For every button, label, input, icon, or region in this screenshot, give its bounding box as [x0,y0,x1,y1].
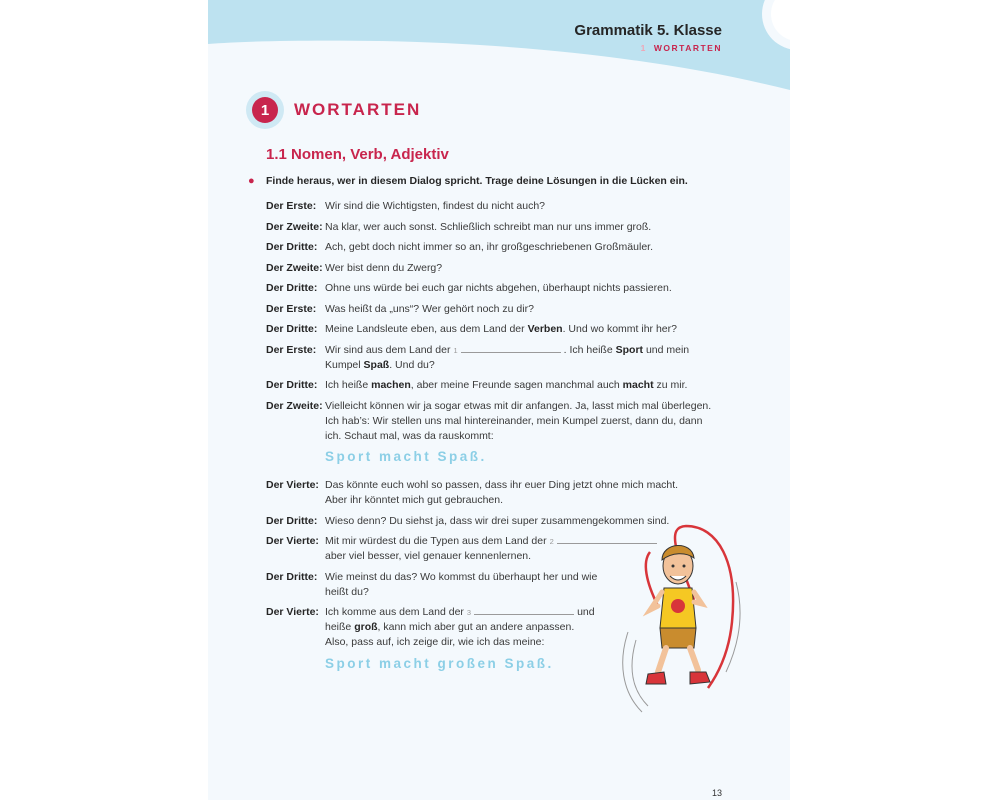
section-title: 1.1 Nomen, Verb, Adjektiv [266,146,449,163]
speaker: Der Vierte: [266,606,319,618]
speaker: Der Zweite: [266,220,323,233]
dialog-line [266,322,736,337]
text-part: Aber ihr könntet mich gut gebrauchen. [325,494,504,506]
text-part: Ich komme aus dem Land der [325,606,464,618]
dialog-line [266,302,736,317]
text-part: und [577,606,595,618]
text-part: Wie meinst du das? Wo kommst du überhaupt her und wie [325,570,598,583]
header-subtitle [641,43,722,53]
dialog-line [266,343,736,373]
dialog-text: Na klar, wer auch sonst. Schließlich schreibt man nur uns immer groß. [325,220,652,233]
speaker: Der Erste: [266,343,317,356]
header-subtitle-number: 1 [640,43,647,53]
speaker: Der Dritte: [266,282,318,294]
bold-word: macht [622,379,654,391]
text-part: , kann mich aber gut an andere anpassen. [377,621,575,633]
bullet-icon: ● [248,175,255,187]
speaker: Der Vierte: [266,535,319,547]
chapter-badge [246,91,284,129]
bold-word: groß [354,621,378,633]
textbook-page [208,0,790,800]
text-part: Ich heiße [325,379,372,391]
jump-rope-boy-illustration [606,522,742,722]
dialog-text [325,322,736,337]
text-part: . Und du? [389,358,435,371]
text-part: Also, pass auf, ich zeige dir, wie ich das meine: [325,636,545,648]
task-text: Finde heraus, wer in diesem Dialog spricht. Trage deine Lösungen in die Lücken ein. [266,175,688,187]
dialog-text: Wir sind die Wichtigsten, findest du nicht auch? [325,200,546,212]
bold-word: Sport [615,343,644,356]
dialog-text [325,399,736,444]
solution-sentence: Sport macht großen Spaß. [325,655,554,671]
bold-word: Spaß [363,358,390,371]
text-part: Wir sind aus dem Land der [325,343,451,356]
dialog-line [266,281,736,296]
speaker: Der Dritte: [266,570,318,583]
solution-sentence: Sport macht Spaß. [325,449,487,464]
header-subtitle-label: WORTARTEN [653,43,722,53]
text-part: und mein [643,343,690,356]
text-part: aber viel besser, viel genauer kennenlernen. [325,550,532,562]
speaker: Der Dritte: [266,323,318,335]
text-part: Vielleicht können wir ja sogar etwas mit dir anfangen. Ja, lasst mich mal überlegen. [325,399,712,412]
dialog-line [266,478,736,508]
dialog-text: Ach, gebt doch nicht immer so an, ihr großgeschriebenen Großmäuler. [325,241,653,253]
dialog-line [266,261,736,276]
answer-blank[interactable] [461,343,561,353]
text-part: . Und wo kommt ihr her? [562,323,677,335]
dialog-line [266,399,736,444]
task-instruction [248,175,688,187]
dialog-text: Was heißt da „uns“? Wer gehört noch zu dir? [325,302,534,315]
speaker: Der Zweite: [266,399,323,412]
text-part: . Ich heiße [563,343,616,356]
text-part: Das könnte euch wohl so passen, dass ihr euer Ding jetzt ohne mich macht. [325,479,679,491]
speaker: Der Zweite: [266,261,323,274]
page-number: 13 [712,788,723,798]
dialog-line [266,240,736,255]
speaker: Der Dritte: [266,514,318,527]
blank-number: 3 [466,608,472,617]
speaker: Der Erste: [266,200,317,212]
chapter-title: WORTARTEN [294,100,422,119]
text-part: Mit mir würdest du die Typen aus dem Land der [325,535,547,547]
text-part: zu mir. [653,379,688,391]
dialog-line [266,220,736,235]
dialog-text [325,343,736,373]
speaker: Der Dritte: [266,379,318,391]
answer-blank[interactable] [474,605,574,615]
text-part: Ich hab’s: Wir stellen uns mal hintereinander, mein Kumpel zuerst, dann du, dann [325,414,703,427]
speaker: Der Dritte: [266,241,318,253]
bold-word: machen [371,379,411,391]
header-title: Grammatik 5. Klasse [574,22,722,39]
speaker: Der Erste: [266,302,317,315]
dialog-line [266,378,736,393]
text-part: Kumpel [325,358,364,371]
blank-number: 1 [453,345,458,355]
dialog-text: Wer bist denn du Zwerg? [325,261,443,274]
chapter-number: 1 [252,97,278,123]
text-part: heißt du? [325,585,369,598]
text-part: ich. Schaut mal, was da rauskommt: [325,429,494,442]
speaker: Der Vierte: [266,479,319,491]
text-part: Meine Landsleute eben, aus dem Land der [325,323,528,335]
dialog-text [325,378,736,393]
dialog-text: Ohne uns würde bei euch gar nichts abgehen, überhaupt nichts passieren. [325,282,672,294]
dialog-text: Wieso denn? Du siehst ja, dass wir drei super zusammengekommen sind. [325,514,670,527]
chapter-heading [246,91,421,129]
dialog-text [325,478,736,508]
text-part: heiße [325,621,355,633]
dialog-line [266,199,736,214]
bold-word: Verben [527,323,563,335]
blank-number: 2 [549,537,554,546]
text-part: , aber meine Freunde sagen manchmal auch [410,379,623,391]
